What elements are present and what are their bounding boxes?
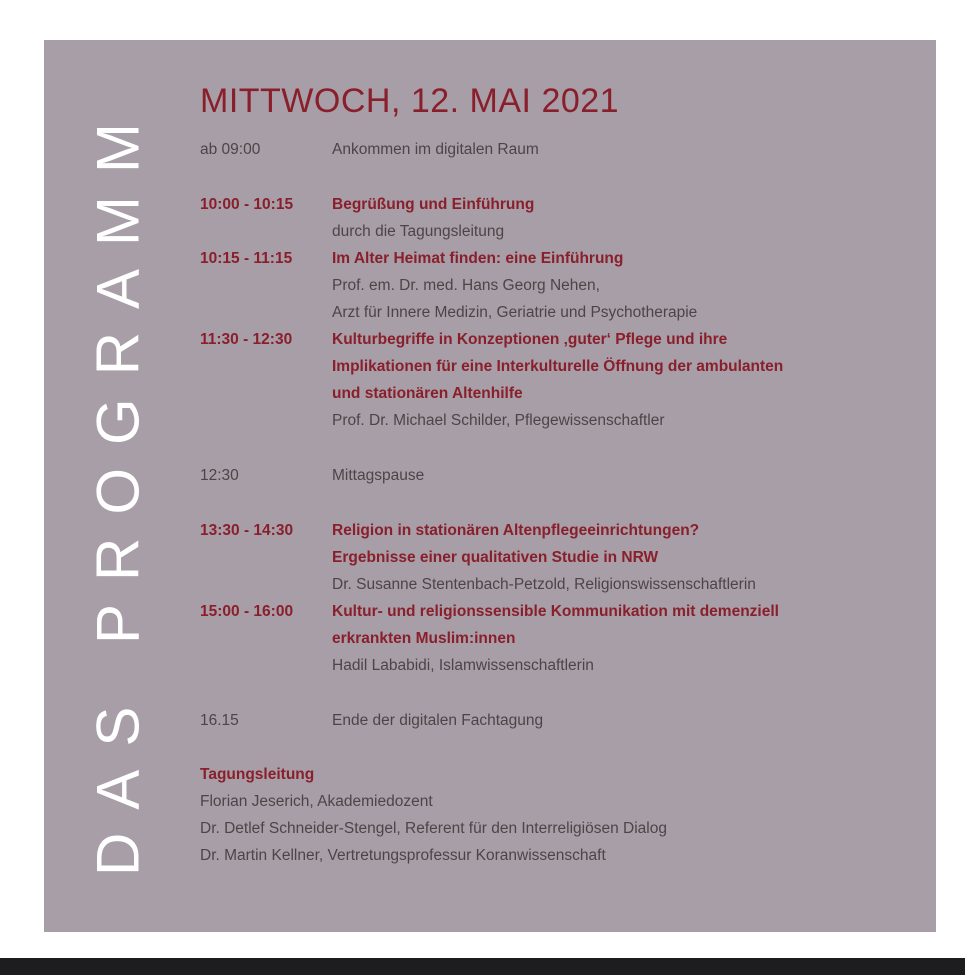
item-title: Religion in stationären Altenpflegeeinrichtungen? [332, 522, 700, 539]
item-title: Ankommen im digitalen Raum [332, 141, 539, 158]
item-time: 10:00 - 10:15 [200, 196, 294, 213]
schedule-item [200, 462, 920, 489]
item-time: ab 09:00 [200, 141, 261, 158]
item-time: 16.15 [200, 712, 239, 729]
schedule-item [200, 191, 920, 245]
schedule-item [200, 598, 920, 679]
program-vertical-title: DAS PROGRAMM [84, 99, 152, 877]
item-title: Im Alter Heimat finden: eine Einführung [332, 250, 624, 267]
item-title: und stationären Altenhilfe [332, 385, 523, 402]
tagungsleitung-line: Florian Jeserich, Akademiedozent [200, 793, 433, 810]
schedule-item [200, 245, 920, 326]
item-detail: durch die Tagungsleitung [332, 223, 505, 240]
item-title: Kultur- und religionssensible Kommunikation mit demenziell [332, 603, 779, 620]
item-time: 12:30 [200, 467, 239, 484]
item-title: Begrüßung und Einführung [332, 196, 535, 213]
item-time: 13:30 - 14:30 [200, 522, 294, 539]
program-content [200, 76, 920, 869]
item-title: Implikationen für eine Interkulturelle Öffnung der ambulanten [332, 358, 784, 375]
item-detail: Prof. Dr. Michael Schilder, Pflegewissenschaftler [332, 412, 665, 429]
item-time: 15:00 - 16:00 [200, 603, 294, 620]
schedule-item [200, 136, 920, 163]
schedule-item [200, 707, 920, 734]
item-detail: Hadil Lababidi, Islamwissenschaftlerin [332, 657, 594, 674]
item-time: 10:15 - 11:15 [200, 250, 293, 267]
item-detail: Prof. em. Dr. med. Hans Georg Nehen, [332, 277, 600, 294]
bottom-bar [0, 958, 965, 975]
item-title: Kulturbegriffe in Konzeptionen ‚guter‘ Pflege und ihre [332, 331, 728, 348]
tagungsleitung-heading: Tagungsleitung [200, 766, 315, 783]
day-heading: MITTWOCH, 12. MAI 2021 [200, 82, 620, 120]
item-title: Ergebnisse einer qualitativen Studie in NRW [332, 549, 659, 566]
tagungsleitung-line: Dr. Martin Kellner, Vertretungsprofessur Koranwissenschaft [200, 847, 606, 864]
item-title: erkrankten Muslim:innen [332, 630, 516, 647]
item-detail: Dr. Susanne Stentenbach-Petzold, Religionswissenschaftlerin [332, 576, 756, 593]
tagungsleitung-section [200, 761, 920, 869]
item-title: Ende der digitalen Fachtagung [332, 712, 544, 729]
schedule-item [200, 326, 920, 434]
tagungsleitung-line: Dr. Detlef Schneider-Stengel, Referent für den Interreligiösen Dialog [200, 820, 667, 837]
item-title: Mittagspause [332, 467, 425, 484]
schedule-item [200, 517, 920, 598]
item-detail: Arzt für Innere Medizin, Geriatrie und Psychotherapie [332, 304, 698, 321]
item-time: 11:30 - 12:30 [200, 331, 293, 348]
